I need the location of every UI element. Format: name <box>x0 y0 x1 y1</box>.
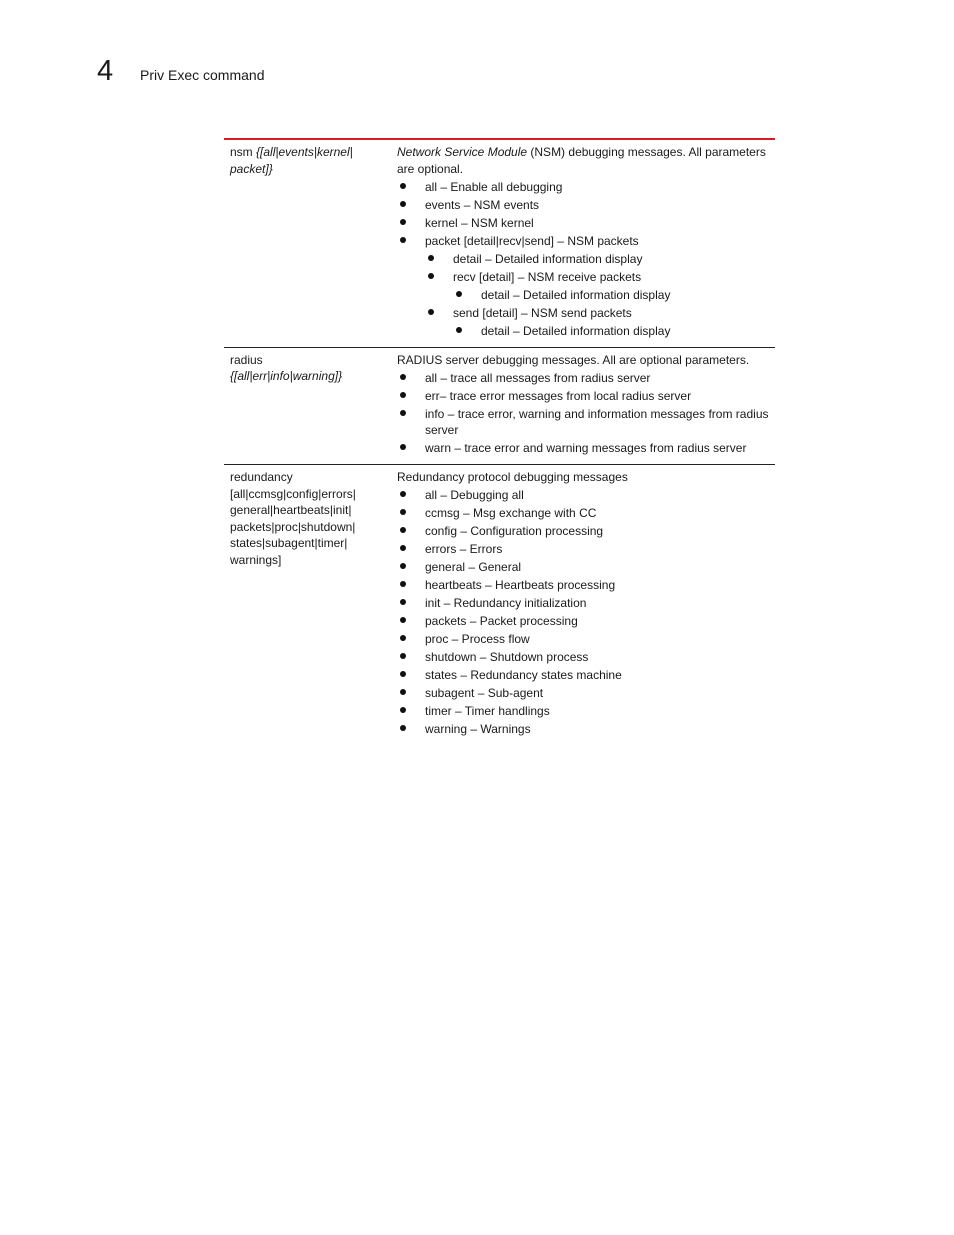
radius-syntax: {[all|err|info|warning]} <box>230 369 343 383</box>
list-item: states – Redundancy states machine <box>397 667 775 684</box>
nsm-description-text: (NSM) debugging messages. All parameters are optional. <box>397 145 766 176</box>
table-row-nsm <box>224 140 775 348</box>
nsm-description-cell <box>389 140 775 347</box>
nsm-send-sublist <box>397 323 775 340</box>
list-item: proc – Process flow <box>397 631 775 648</box>
nsm-option-list <box>397 179 775 250</box>
chapter-title: Priv Exec command <box>140 67 265 83</box>
redundancy-description-cell <box>389 465 775 745</box>
list-item: warn – trace error and warning messages from radius server <box>397 440 775 457</box>
list-item: detail – Detailed information display <box>397 287 775 304</box>
list-item: heartbeats – Heartbeats processing <box>397 577 775 594</box>
list-item: ccmsg – Msg exchange with CC <box>397 505 775 522</box>
list-item: packet [detail|recv|send] – NSM packets <box>397 233 775 250</box>
table-row-redundancy <box>224 465 775 745</box>
list-item: all – Debugging all <box>397 487 775 504</box>
nsm-description <box>397 144 775 177</box>
nsm-recv-sublist <box>397 287 775 304</box>
list-item: info – trace error, warning and information messages from radius server <box>397 406 775 439</box>
list-item: detail – Detailed information display <box>397 251 775 268</box>
radius-option-list <box>397 370 775 457</box>
chapter-number: 4 <box>97 55 114 87</box>
list-item: shutdown – Shutdown process <box>397 649 775 666</box>
nsm-description-italic: Network Service Module <box>397 145 528 159</box>
list-item: warning – Warnings <box>397 721 775 738</box>
command-table <box>224 138 775 745</box>
list-item: timer – Timer handlings <box>397 703 775 720</box>
nsm-syntax-cell <box>224 140 389 347</box>
list-item: kernel – NSM kernel <box>397 215 775 232</box>
redundancy-description: Redundancy protocol debugging messages <box>397 470 628 484</box>
redundancy-option-list <box>397 487 775 738</box>
radius-description-cell <box>389 348 775 465</box>
nsm-syntax: {[all|events|kernel| packet]} <box>230 145 353 176</box>
radius-syntax-cell <box>224 348 389 465</box>
list-item: err– trace error messages from local radius server <box>397 388 775 405</box>
nsm-packet-sublist-send <box>397 305 775 322</box>
list-item: recv [detail] – NSM receive packets <box>397 269 775 286</box>
list-item: all – trace all messages from radius server <box>397 370 775 387</box>
list-item: events – NSM events <box>397 197 775 214</box>
redundancy-syntax-cell <box>224 465 389 745</box>
nsm-keyword: nsm <box>230 145 257 159</box>
list-item: subagent – Sub-agent <box>397 685 775 702</box>
radius-description: RADIUS server debugging messages. All are optional parameters. <box>397 352 750 367</box>
redundancy-keyword: redundancy [all|ccmsg|config|errors| general|heartbeats|init| packets|proc|shutdown| states|subagent|timer| warnings] <box>230 470 356 567</box>
list-item: errors – Errors <box>397 541 775 558</box>
nsm-packet-sublist <box>397 251 775 286</box>
list-item: packets – Packet processing <box>397 613 775 630</box>
list-item: config – Configuration processing <box>397 523 775 540</box>
list-item: all – Enable all debugging <box>397 179 775 196</box>
table-row-radius <box>224 348 775 466</box>
list-item: init – Redundancy initialization <box>397 595 775 612</box>
radius-keyword: radius <box>230 352 263 367</box>
list-item: send [detail] – NSM send packets <box>397 305 775 322</box>
list-item: detail – Detailed information display <box>397 323 775 340</box>
list-item: general – General <box>397 559 775 576</box>
